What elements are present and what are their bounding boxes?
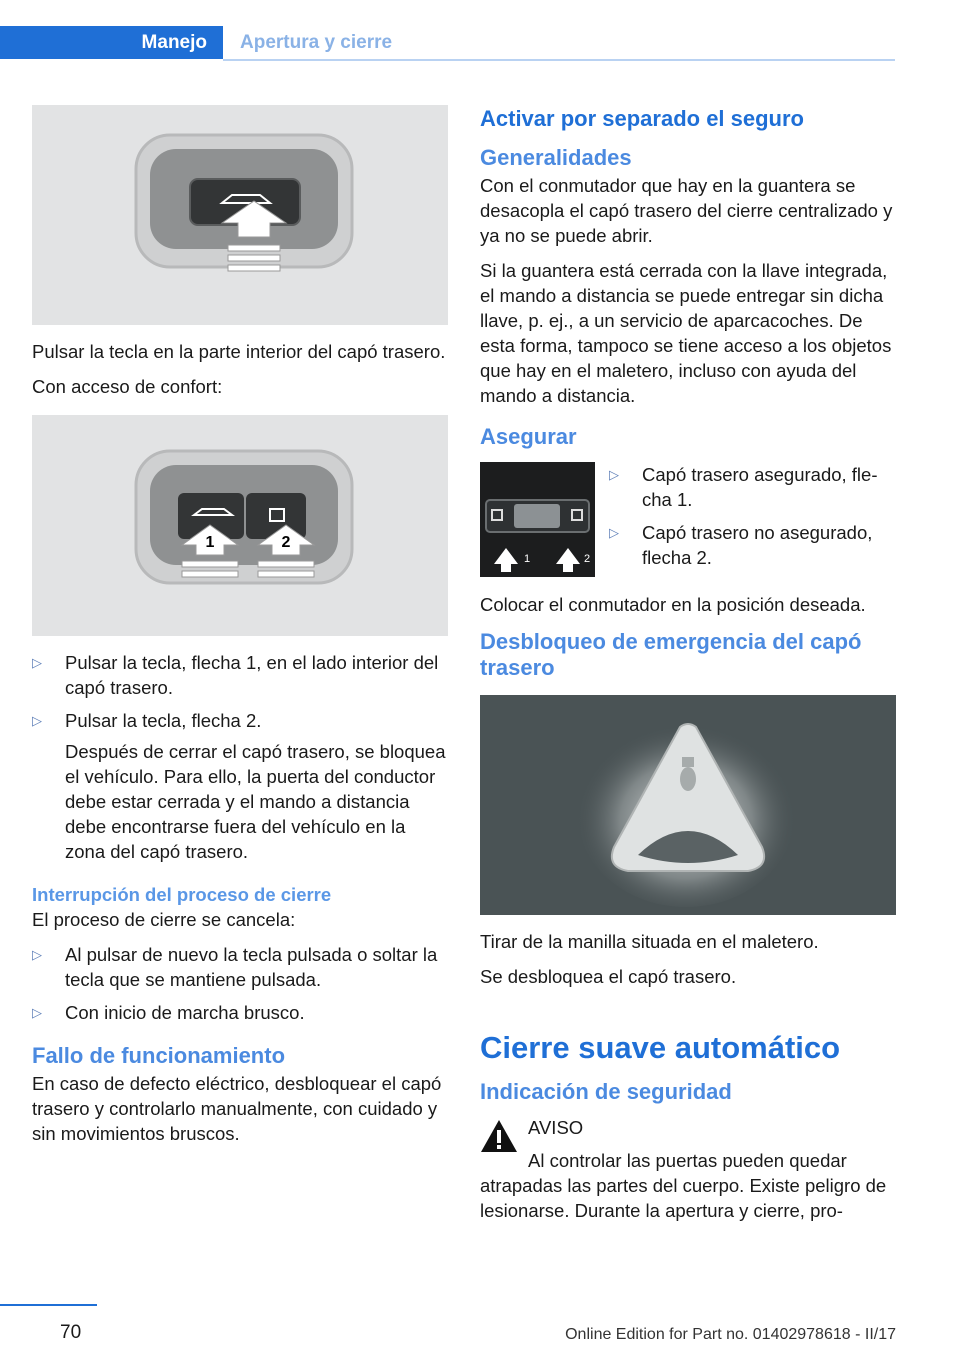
- arrow-label-2: 2: [281, 534, 291, 551]
- header-rule: [223, 59, 895, 61]
- secure-bullets: [609, 462, 896, 578]
- triangle-bullet-icon: ▷: [32, 947, 42, 962]
- emergency-release-image: [480, 695, 896, 915]
- list-item: ▷ Capó trasero asegurado, flecha 1.: [609, 464, 878, 510]
- left-column: [32, 105, 448, 1156]
- list-item: ▷ Al pulsar de nuevo la tecla pulsada o soltar la tecla que se mantiene pulsada.: [32, 944, 438, 990]
- edition-note: Online Edition for Part no. 01402978618 - II/17: [565, 1326, 896, 1343]
- warning-block: [480, 1115, 896, 1173]
- list-item: ▷ Pulsar la tecla, flecha 2. Después de cerrar el capó trasero, se bloquea el vehículo. Para ello, la puerta del conductor debe estar cerrada y el mando a distancia debe encontrarse fuera del vehículo en la zona del capó trasero.: [32, 708, 448, 864]
- section-tab: Apertura y cierre: [240, 31, 393, 53]
- arrow-label-1: 1: [205, 534, 215, 551]
- footer-rule: [0, 1304, 97, 1306]
- warning-triangle-icon: [480, 1119, 518, 1153]
- warning-text-cont: atrapadas las partes del cuerpo. Existe peligro de lesionarse. Durante la apertura y cierre, pro-: [480, 1175, 887, 1221]
- paragraph: Se desbloquea el capó trasero.: [480, 966, 737, 987]
- glovebox-switch-image: [480, 462, 595, 577]
- list-item: ▷ Capó trasero no asegurado, flecha 2.: [609, 522, 873, 568]
- paragraph: Tirar de la manilla situada en el maletero.: [480, 931, 819, 952]
- heading-emergency: Desbloqueo de emergencia del capó trasero: [480, 629, 862, 680]
- paragraph: Colocar el conmutador en la posición deseada.: [480, 594, 866, 615]
- triangle-bullet-icon: ▷: [32, 1005, 42, 1020]
- paragraph: El proceso de cierre se cancela:: [32, 909, 296, 930]
- comfort-access-buttons-image: [32, 415, 448, 636]
- heading-general: Generalidades: [480, 145, 632, 170]
- switch-illustration: [480, 462, 595, 577]
- interrupt-bullets: [32, 942, 448, 1025]
- heading-fault: Fallo de funcionamiento: [32, 1043, 286, 1068]
- paragraph: Si la guantera está cerrada con la llave integrada, el mando a distancia se puede entregar sin dicha llave, p. ej., a un servicio de aparcacoches. De esta forma, tampoco se tiene acceso a los objetos que hay en el maletero, incluso con ayuda del mando a distancia.: [480, 260, 892, 406]
- heading-safety: Indicación de seguridad: [480, 1079, 732, 1104]
- right-column: [480, 105, 896, 1233]
- paragraph: Pulsar la tecla en la parte interior del capó trasero.: [32, 341, 446, 362]
- trunk-lid-button-image: [32, 105, 448, 325]
- list-item: ▷ Pulsar la tecla, flecha 1, en el lado interior del capó trasero.: [32, 652, 439, 698]
- heading-secure: Asegurar: [480, 424, 577, 449]
- warning-text: Al controlar las puertas pueden quedar: [528, 1150, 847, 1171]
- secure-row: [480, 462, 896, 578]
- triangle-bullet-icon: ▷: [32, 713, 42, 728]
- bullet-note: Después de cerrar el capó trasero, se bloquea el vehículo. Para ello, la puerta del conductor debe estar cerrada y el mando a distancia debe encontrarse fuera del vehículo en la zona del capó trasero.: [65, 741, 446, 862]
- release-handle-illustration: [480, 695, 896, 915]
- paragraph: Con el conmutador que hay en la guantera se desacopla el capó trasero del cierre centralizado y ya no se puede abrir.: [480, 175, 893, 246]
- heading-interrupt: Interrupción del proceso de cierre: [32, 884, 332, 905]
- warning-title: AVISO: [528, 1117, 584, 1138]
- paragraph: Con acceso de confort:: [32, 376, 223, 397]
- list-item: ▷ Con inicio de marcha brusco.: [32, 1002, 305, 1023]
- triangle-bullet-icon: ▷: [609, 467, 619, 482]
- comfort-buttons-illustration: [32, 415, 448, 636]
- paragraph: En caso de defecto eléctrico, desbloquear el capó trasero y controlarlo manualmente, con cuidado y sin movimientos bruscos.: [32, 1073, 442, 1144]
- chapter-tab: Manejo: [0, 26, 223, 59]
- arrow-label-2: 2: [584, 553, 591, 565]
- page-number: 70: [60, 1322, 82, 1343]
- comfort-bullets: [32, 650, 448, 864]
- arrow-label-1: 1: [524, 553, 531, 565]
- triangle-bullet-icon: ▷: [609, 525, 619, 540]
- page-header: [0, 26, 895, 62]
- heading-soft-close: Cierre suave automático: [480, 1030, 841, 1065]
- heading-activate: Activar por separado el seguro: [480, 106, 804, 131]
- triangle-bullet-icon: ▷: [32, 655, 42, 670]
- trunk-button-illustration: [32, 105, 448, 325]
